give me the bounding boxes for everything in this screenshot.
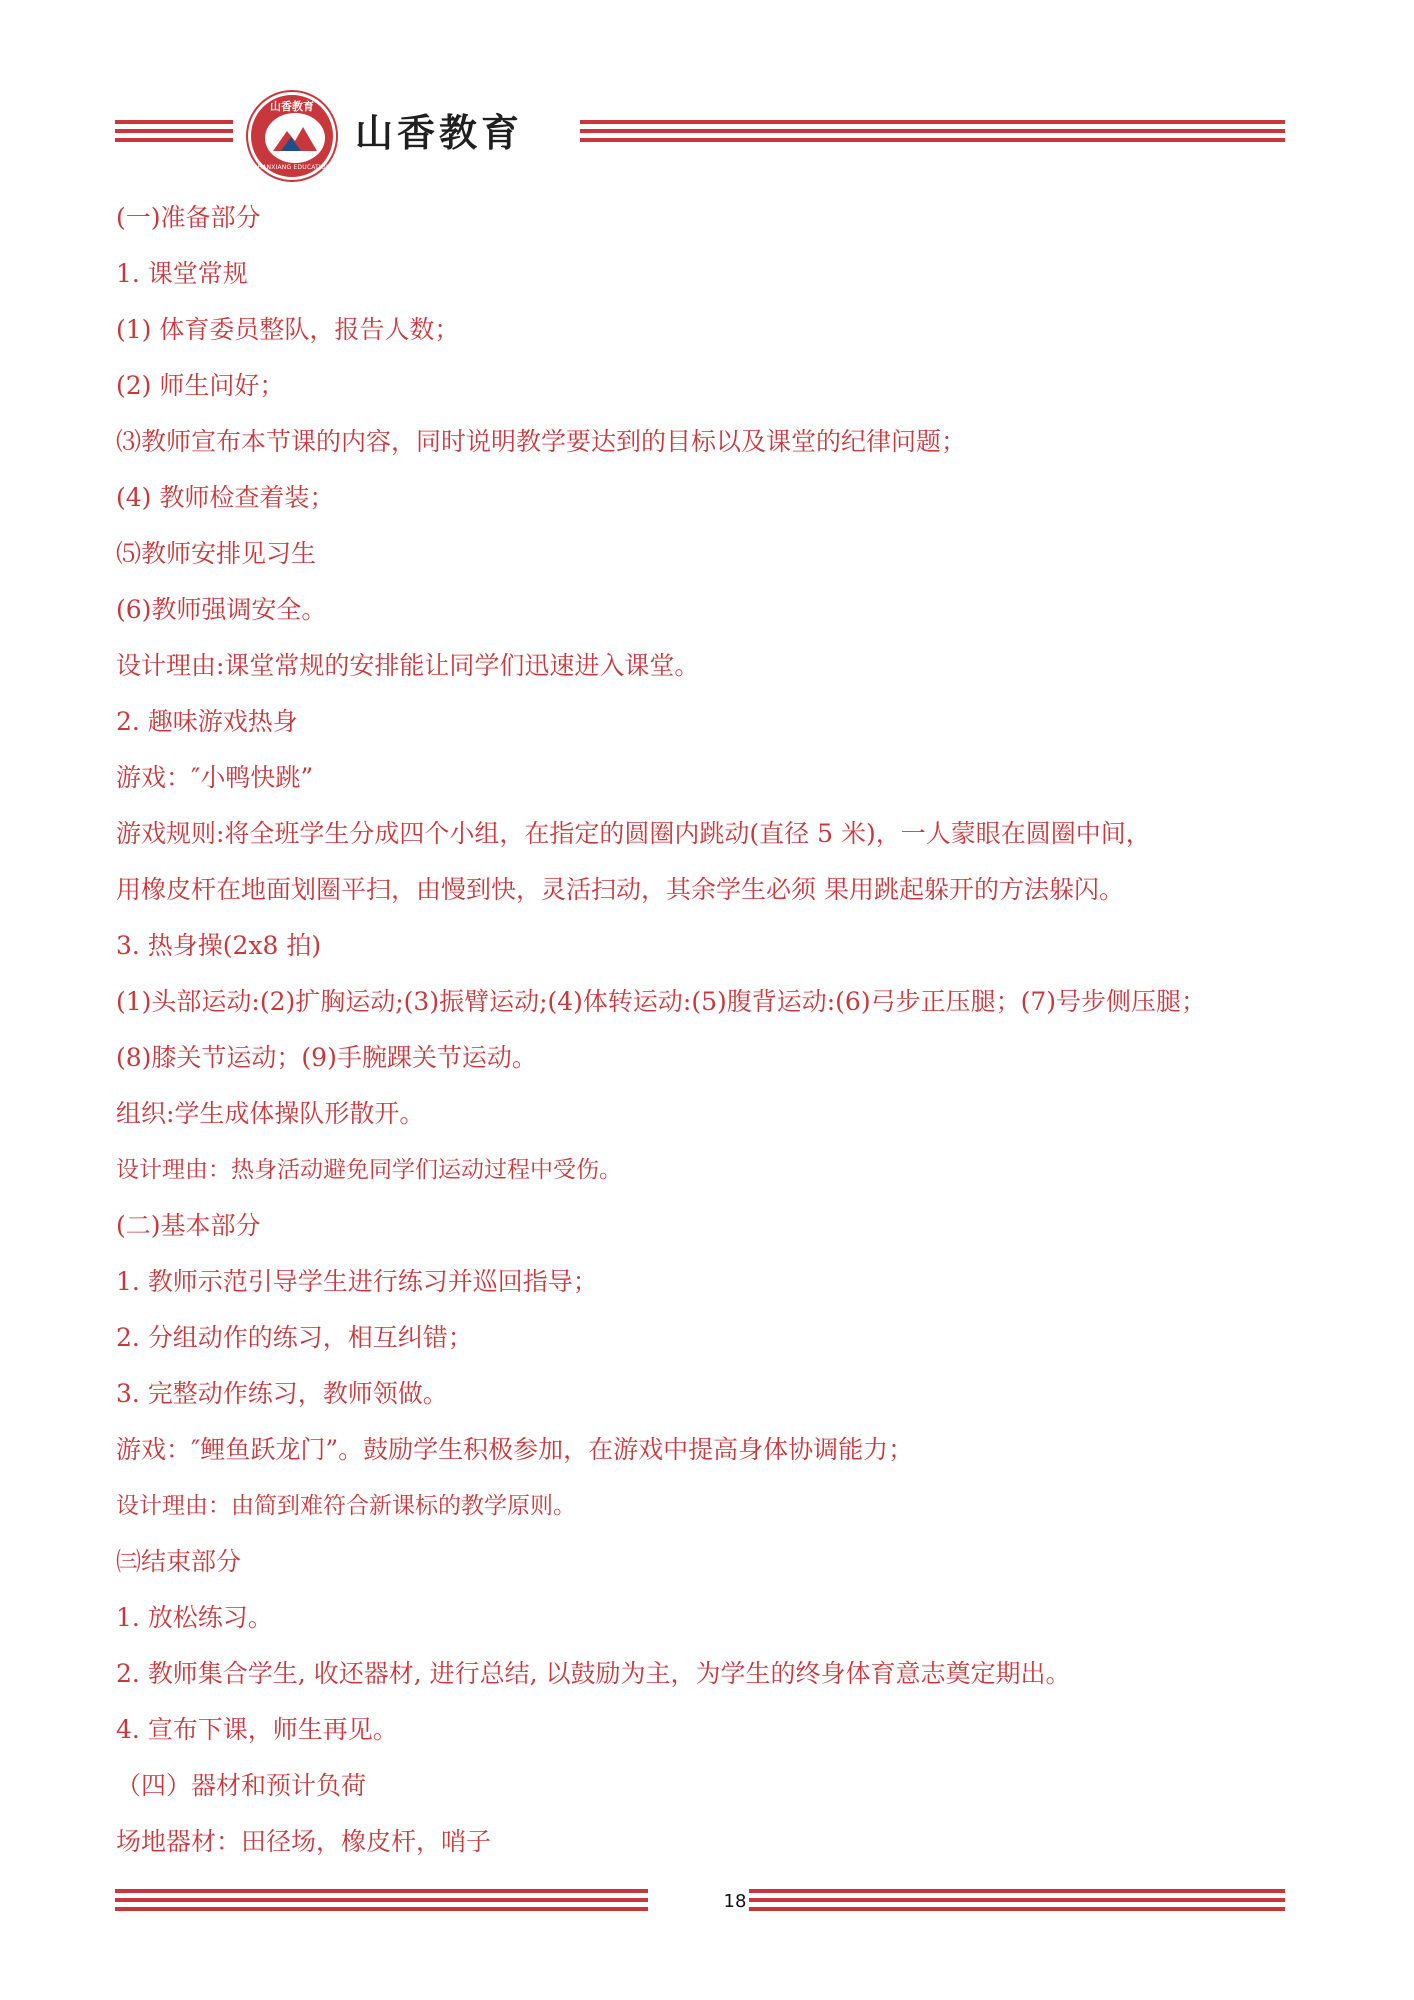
header-stripes-left: [115, 120, 233, 142]
document-body: [116, 190, 1316, 1870]
page-number: 18: [723, 1891, 747, 1912]
game-rules: 游戏规则:将全班学生分成四个小组，在指定的圆圈内跳动(直径 5 米)，一人蒙眼在圆圈中间，: [116, 819, 1151, 848]
footer-stripes-right: [749, 1889, 1285, 1911]
design-reason: 设计理由：由简到难符合新课标的教学原则。: [116, 1493, 576, 1519]
brand-title: 山香教育: [355, 111, 524, 155]
list-item: ⑶教师宣布本节课的内容，同时说明教学要达到的目标以及课堂的纪律问题；: [116, 427, 967, 456]
game-name: 游戏：″鲤鱼跃龙门”。鼓励学生积极参加，在游戏中提高身体协调能力；: [116, 1435, 914, 1464]
list-item: 4. 宣布下课，师生再见。: [116, 1715, 398, 1744]
footer-stripes-left: [115, 1889, 648, 1911]
section-heading: (一)准备部分: [116, 203, 261, 232]
section-heading: (二)基本部分: [116, 1211, 261, 1240]
shanxiang-logo: [248, 92, 336, 180]
logo-mountain-icon: [265, 113, 325, 163]
list-item: 2. 分组动作的练习，相互纠错；: [116, 1323, 473, 1352]
subheading: 2. 趣味游戏热身: [116, 707, 298, 736]
section-heading: ㈢结束部分: [116, 1547, 242, 1576]
page-footer: [115, 1889, 1285, 1919]
list-item: (1) 体育委员整队，报告人数；: [116, 315, 460, 344]
list-item: (4) 教师检查着装；: [116, 483, 335, 512]
header-stripes-right: [580, 120, 1285, 142]
game-rules-continued: 用橡皮杆在地面划圈平扫，由慢到快，灵活扫动，其余学生必须 果用跳起躲开的方法躲闪。: [116, 875, 1124, 904]
equipment-list: 场地器材：田径场，橡皮杆，哨子: [116, 1827, 492, 1856]
list-item: ⑸教师安排见习生: [116, 539, 317, 568]
subheading: 3. 热身操(2x8 拍): [116, 931, 322, 960]
list-item: 1. 放松练习。: [116, 1603, 273, 1632]
list-item: 2. 教师集合学生, 收还器材, 进行总结, 以鼓励为主，为学生的终身体育意志奠定期出。: [116, 1659, 1071, 1688]
game-name: 游戏：″小鸭快跳”: [116, 763, 314, 792]
section-heading: （四）器材和预计负荷: [116, 1771, 367, 1800]
organization-note: 组织:学生成体操队形散开。: [116, 1099, 425, 1128]
list-item: (6)教师强调安全。: [116, 595, 327, 624]
exercise-list-continued: (8)膝关节运动；(9)手腕踝关节运动。: [116, 1043, 537, 1072]
list-item: 1. 教师示范引导学生进行练习并巡回指导；: [116, 1267, 598, 1296]
subheading: 1. 课堂常规: [116, 259, 248, 288]
list-item: (2) 师生问好；: [116, 371, 285, 400]
logo-top-text: 山香教育: [270, 100, 314, 113]
page-header: [115, 88, 1285, 188]
design-reason: 设计理由：热身活动避免同学们运动过程中受伤。: [116, 1157, 622, 1183]
list-item: 3. 完整动作练习，教师领做。: [116, 1379, 448, 1408]
design-reason: 设计理由:课堂常规的安排能让同学们迅速进入课堂。: [116, 651, 700, 680]
logo-bottom-text: SHANXIANG EDUCATION: [253, 164, 331, 171]
exercise-list: (1)头部运动:(2)扩胸运动;(3)振臂运动;(4)体转运动:(5)腹背运动:(6)弓步正压腿；(7)号步侧压腿；: [116, 987, 1207, 1016]
